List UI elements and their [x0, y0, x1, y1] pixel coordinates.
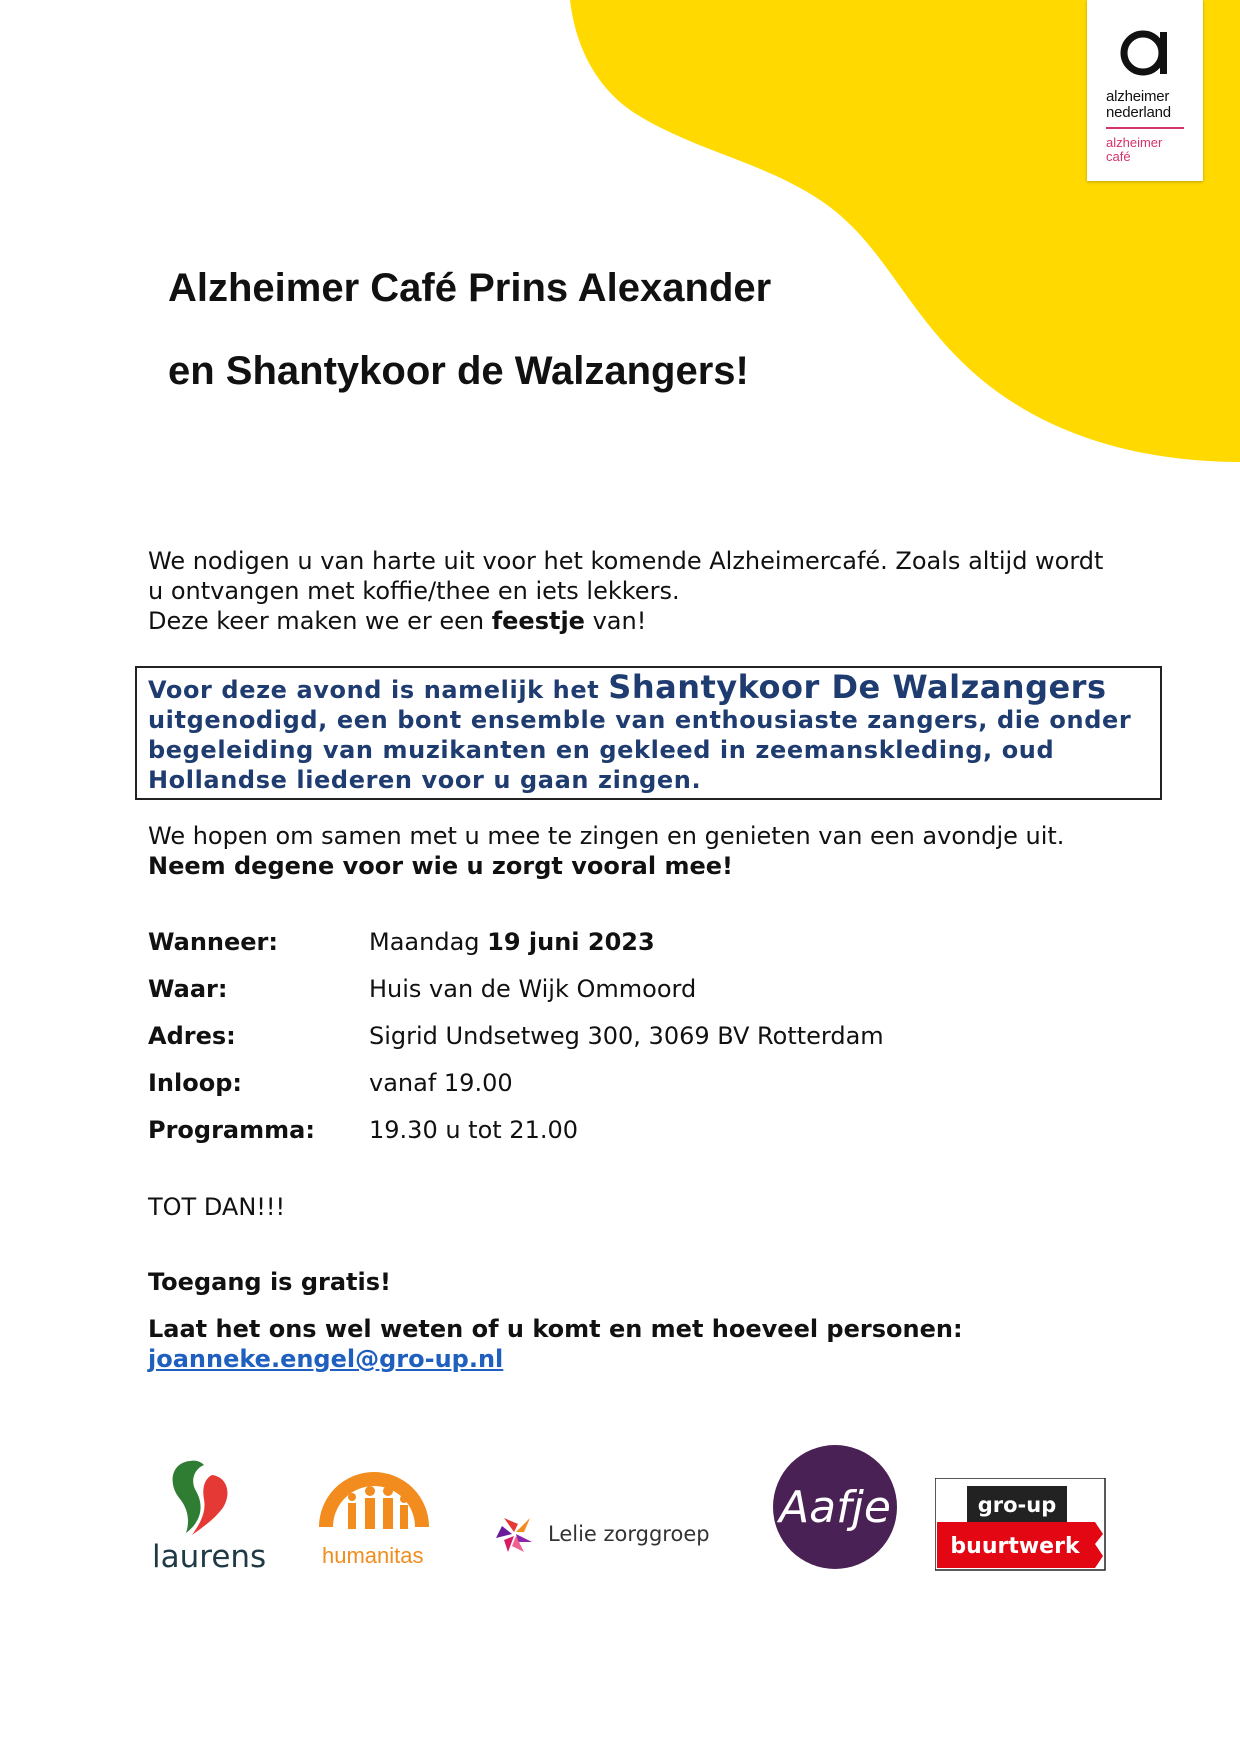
laurens-logo [148, 1455, 278, 1570]
rsvp-email-link[interactable]: joanneke.engel@gro-up.nl [148, 1345, 504, 1373]
rsvp-text: Laat het ons wel weten of u komt en met hoeveel personen: [148, 1315, 963, 1343]
free-entry-text: Toegang is gratis! [148, 1268, 391, 1296]
lelie-zorggroep-logo [494, 1510, 714, 1560]
info-value-address: Sigrid Undsetweg 300, 3069 BV Rotterdam [369, 1022, 884, 1050]
gro-up-logo-text: gro-up [977, 1493, 1057, 1517]
info-label-when: Wanneer: [148, 928, 278, 956]
info-value-walkin: vanaf 19.00 [369, 1069, 513, 1097]
intro-line3 [148, 606, 1103, 636]
logo-divider [1106, 127, 1184, 129]
info-label-where: Waar: [148, 975, 228, 1003]
announcement-pre: Voor deze avond is namelijk het [148, 676, 609, 704]
tot-dan-text: TOT DAN!!! [148, 1193, 286, 1221]
aafje-logo-text: Aafje [779, 1482, 891, 1533]
intro-line2: u ontvangen met koffie/thee en iets lekkers. [148, 577, 680, 605]
announcement-rest: uitgenodigd, een bont ensemble van enthousiaste zangers, die onder begeleiding van muzikanten en gekleed in zeemanskleding, oud Hollandse liederen voor u gaan zingen. [148, 706, 1132, 794]
intro-line3-post: van! [584, 607, 647, 635]
humanitas-logo [318, 1455, 438, 1570]
info-value-program: 19.30 u tot 21.00 [369, 1116, 579, 1144]
info-value-when-date: 19 juni 2023 [487, 928, 655, 956]
hope-line1: We hopen om samen met u mee te zingen en genieten van een avondje uit. [148, 822, 1065, 850]
aafje-logo [772, 1444, 898, 1570]
humanitas-logo-text: humanitas [322, 1543, 424, 1568]
page-title-line1: Alzheimer Café Prins Alexander [168, 266, 772, 310]
announcement-text [148, 668, 1158, 795]
info-label-walkin: Inloop: [148, 1069, 242, 1097]
info-value-where: Huis van de Wijk Ommoord [369, 975, 697, 1003]
intro-line3-pre: Deze keer maken we er een [148, 607, 492, 635]
hope-paragraph [148, 821, 1064, 881]
lelie-flower-icon [496, 1518, 532, 1552]
lelie-logo-text: Lelie zorggroep [548, 1522, 710, 1546]
logo-text-nederland: nederland [1106, 104, 1171, 121]
announcement-choir-name: Shantykoor De Walzangers [608, 668, 1107, 706]
logo-text-alzheimer: alzheimer [1106, 88, 1170, 105]
page-title-line2: en Shantykoor de Walzangers! [168, 349, 749, 393]
alzheimer-a-logo-icon [1119, 26, 1173, 80]
intro-line1: We nodigen u van harte uit voor het komende Alzheimercafé. Zoals altijd wordt [148, 547, 1104, 575]
info-label-program: Programma: [148, 1116, 315, 1144]
logo-text-cafe-line1: alzheimer [1106, 135, 1163, 150]
info-value-when-day: Maandag [369, 928, 488, 956]
yellow-background-shape [0, 0, 1240, 470]
logo-text-cafe-line2: café [1106, 149, 1131, 164]
buurtwerk-logo-text: buurtwerk [950, 1534, 1080, 1559]
gro-up-buurtwerk-logo [935, 1478, 1107, 1572]
info-label-address: Adres: [148, 1022, 236, 1050]
laurens-logo-text: laurens [152, 1539, 267, 1570]
intro-paragraph [148, 546, 1103, 636]
hope-line2: Neem degene voor wie u zorgt vooral mee! [148, 852, 733, 880]
info-value-when [369, 928, 655, 956]
laurens-green-leaf-icon [173, 1461, 204, 1533]
intro-line3-bold: feestje [491, 607, 585, 635]
